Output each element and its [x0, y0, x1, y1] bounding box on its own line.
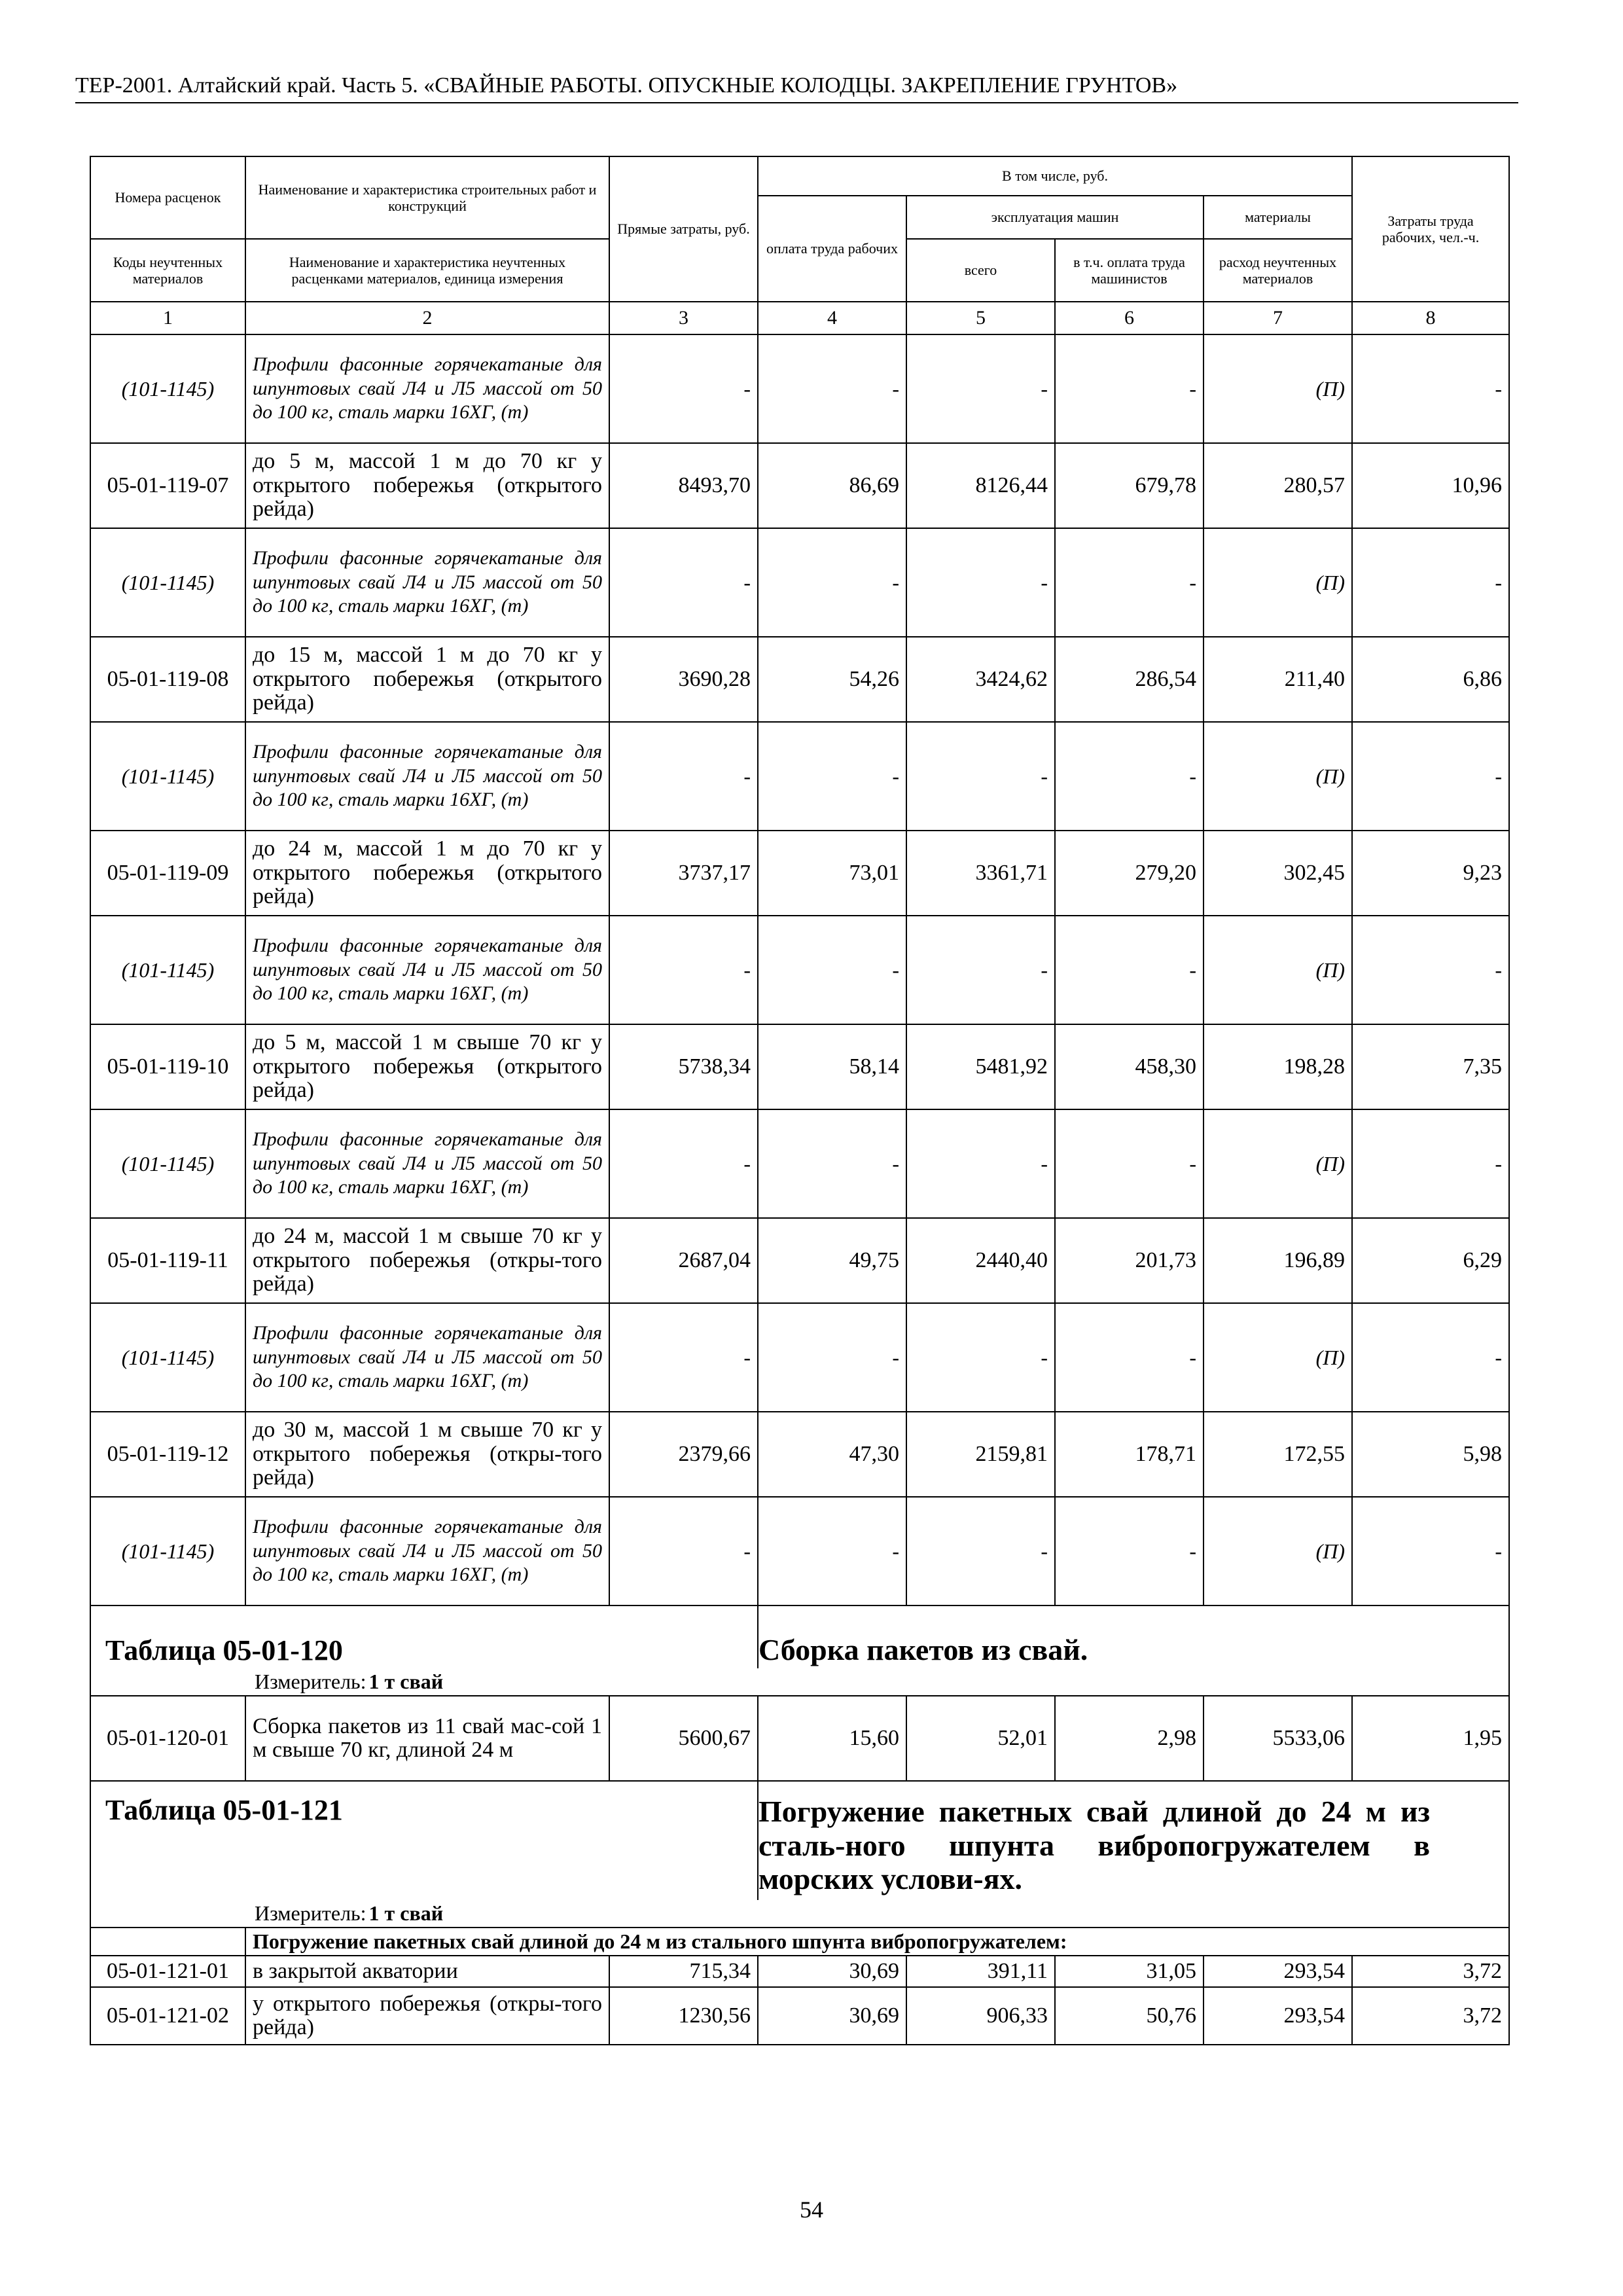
labor-hours: -	[1352, 722, 1509, 831]
operator-cost: -	[1055, 1497, 1204, 1605]
material-name: Профили фасонные горячекатаные для шпунтовых свай Л4 и Л5 массой от 50 до 100 кг, сталь марки 16ХГ, (т)	[245, 1109, 609, 1218]
table-heading-row	[90, 1781, 1509, 1900]
materials-cost: 172,55	[1204, 1412, 1352, 1497]
rate-name: до 24 м, массой 1 м свыше 70 кг у открытого побережья (откры-того рейда)	[245, 1218, 609, 1303]
operator-cost: 31,05	[1055, 1956, 1204, 1987]
materials-cost: 196,89	[1204, 1218, 1352, 1303]
material-code: (101-1145)	[90, 1303, 245, 1412]
labor-cost: 49,75	[758, 1218, 906, 1303]
machine-cost: 8126,44	[906, 443, 1055, 528]
rate-name: до 5 м, массой 1 м свыше 70 кг у открытого побережья (открытого рейда)	[245, 1024, 609, 1109]
measure-value: 1 т свай	[368, 1901, 444, 1925]
machine-cost: -	[906, 1109, 1055, 1218]
rate-name: Сборка пакетов из 11 свай мас-сой 1 м свыше 70 кг, длиной 24 м	[245, 1696, 609, 1781]
labor-cost: -	[758, 916, 906, 1024]
operator-cost: -	[1055, 1109, 1204, 1218]
rate-code: 05-01-119-10	[90, 1024, 245, 1109]
direct-cost: -	[609, 1109, 758, 1218]
labor-hours: 3,72	[1352, 1987, 1509, 2045]
rate-row	[90, 831, 1509, 916]
labor-cost: -	[758, 722, 906, 831]
direct-cost: 3737,17	[609, 831, 758, 916]
table-120-title: Сборка пакетов из свай.	[758, 1633, 1088, 1667]
col-number: 5	[906, 302, 1055, 334]
labor-hours: -	[1352, 1109, 1509, 1218]
rate-name: до 30 м, массой 1 м свыше 70 кг у открытого побережья (откры-того рейда)	[245, 1412, 609, 1497]
rate-name: у открытого побережья (откры-того рейда)	[245, 1987, 609, 2045]
machine-cost: 52,01	[906, 1696, 1055, 1781]
rate-name: до 15 м, массой 1 м до 70 кг у открытого побережья (открытого рейда)	[245, 637, 609, 722]
rate-code: 05-01-119-07	[90, 443, 245, 528]
direct-cost: -	[609, 1303, 758, 1412]
page-number: 54	[800, 2197, 823, 2223]
labor-hours: 9,23	[1352, 831, 1509, 916]
machine-cost: 5481,92	[906, 1024, 1055, 1109]
labor-hours: 5,98	[1352, 1412, 1509, 1497]
material-unit: (П)	[1204, 528, 1352, 637]
rate-row	[90, 1987, 1509, 2045]
labor-cost: -	[758, 1497, 906, 1605]
rate-row	[90, 1412, 1509, 1497]
rate-code: 05-01-119-09	[90, 831, 245, 916]
measure-value: 1 т свай	[368, 1670, 444, 1693]
header-group: В том числе, руб.	[758, 156, 1352, 196]
operator-cost: 458,30	[1055, 1024, 1204, 1109]
direct-cost: 2379,66	[609, 1412, 758, 1497]
section-title: Погружение пакетных свай длиной до 24 м из стального шпунта вибропогружателем:	[245, 1928, 1509, 1956]
direct-cost: -	[609, 722, 758, 831]
labor-cost: -	[758, 528, 906, 637]
col-number: 2	[245, 302, 609, 334]
machine-cost: 3424,62	[906, 637, 1055, 722]
labor-hours: -	[1352, 528, 1509, 637]
machine-cost: -	[906, 334, 1055, 443]
header-materials: материалы	[1204, 196, 1352, 239]
labor-hours: 3,72	[1352, 1956, 1509, 1987]
rate-code: 05-01-119-12	[90, 1412, 245, 1497]
rate-name: до 5 м, массой 1 м до 70 кг у открытого побережья (открытого рейда)	[245, 443, 609, 528]
direct-cost: -	[609, 528, 758, 637]
material-code: (101-1145)	[90, 1497, 245, 1605]
rate-code: 05-01-119-11	[90, 1218, 245, 1303]
labor-hours: 1,95	[1352, 1696, 1509, 1781]
header-col3: Прямые затраты, руб.	[609, 156, 758, 302]
rate-row	[90, 443, 1509, 528]
material-row	[90, 916, 1509, 1024]
machine-cost: 906,33	[906, 1987, 1055, 2045]
col-number: 1	[90, 302, 245, 334]
material-row	[90, 334, 1509, 443]
rate-code: 05-01-121-01	[90, 1956, 245, 1987]
direct-cost: 715,34	[609, 1956, 758, 1987]
operator-cost: 50,76	[1055, 1987, 1204, 2045]
materials-cost: 211,40	[1204, 637, 1352, 722]
operator-cost: 679,78	[1055, 443, 1204, 528]
labor-hours: -	[1352, 1303, 1509, 1412]
machine-cost: -	[906, 1497, 1055, 1605]
labor-cost: 54,26	[758, 637, 906, 722]
col-number: 8	[1352, 302, 1509, 334]
labor-cost: 30,69	[758, 1987, 906, 2045]
section-row	[90, 1928, 1509, 1956]
material-row	[90, 528, 1509, 637]
material-name: Профили фасонные горячекатаные для шпунтовых свай Л4 и Л5 массой от 50 до 100 кг, сталь марки 16ХГ, (т)	[245, 1303, 609, 1412]
labor-hours: 6,86	[1352, 637, 1509, 722]
material-code: (101-1145)	[90, 528, 245, 637]
col-number: 7	[1204, 302, 1352, 334]
operator-cost: 178,71	[1055, 1412, 1204, 1497]
labor-cost: 15,60	[758, 1696, 906, 1781]
labor-hours: 6,29	[1352, 1218, 1509, 1303]
machine-cost: -	[906, 528, 1055, 637]
material-unit: (П)	[1204, 334, 1352, 443]
direct-cost: 5738,34	[609, 1024, 758, 1109]
measure-row	[90, 1900, 1509, 1928]
material-name: Профили фасонные горячекатаные для шпунтовых свай Л4 и Л5 массой от 50 до 100 кг, сталь марки 16ХГ, (т)	[245, 1497, 609, 1605]
direct-cost: 2687,04	[609, 1218, 758, 1303]
rates-table	[90, 156, 1510, 2045]
operator-cost: 201,73	[1055, 1218, 1204, 1303]
running-header: ТЕР-2001. Алтайский край. Часть 5. «СВАЙНЫЕ РАБОТЫ. ОПУСКНЫЕ КОЛОДЦЫ. ЗАКРЕПЛЕНИЕ ГРУНТОВ»	[75, 73, 1518, 103]
header-col2-bottom: Наименование и характеристика неучтенных расценками материалов, единица измерения	[245, 239, 609, 302]
direct-cost: -	[609, 1497, 758, 1605]
labor-cost: 47,30	[758, 1412, 906, 1497]
rate-name: в закрытой акватории	[245, 1956, 609, 1987]
header-col5: всего	[906, 239, 1055, 302]
rate-row	[90, 1696, 1509, 1781]
rate-row	[90, 1024, 1509, 1109]
labor-cost: 86,69	[758, 443, 906, 528]
table-121-title: Погружение пакетных свай длиной до 24 м из сталь-ного шпунта вибропогружателем в морских услови-ях.	[758, 1795, 1431, 1896]
rate-code: 05-01-121-02	[90, 1987, 245, 2045]
material-row	[90, 1497, 1509, 1605]
operator-cost: 286,54	[1055, 637, 1204, 722]
operator-cost: -	[1055, 334, 1204, 443]
header-col1-bottom: Коды неучтенных материалов	[90, 239, 245, 302]
header-col2-top: Наименование и характеристика строительных работ и конструкций	[245, 156, 609, 239]
operator-cost: -	[1055, 1303, 1204, 1412]
labor-hours: -	[1352, 1497, 1509, 1605]
table-heading-row	[90, 1605, 1509, 1668]
header-col8: Затраты труда рабочих, чел.-ч.	[1352, 156, 1509, 302]
operator-cost: -	[1055, 528, 1204, 637]
material-unit: (П)	[1204, 1109, 1352, 1218]
material-name: Профили фасонные горячекатаные для шпунтовых свай Л4 и Л5 массой от 50 до 100 кг, сталь марки 16ХГ, (т)	[245, 334, 609, 443]
machine-cost: 3361,71	[906, 831, 1055, 916]
material-row	[90, 1109, 1509, 1218]
material-unit: (П)	[1204, 722, 1352, 831]
labor-cost: -	[758, 1303, 906, 1412]
direct-cost: 1230,56	[609, 1987, 758, 2045]
labor-hours: -	[1352, 334, 1509, 443]
header-col7: расход неучтенных материалов	[1204, 239, 1352, 302]
materials-cost: 293,54	[1204, 1987, 1352, 2045]
machine-cost: 2440,40	[906, 1218, 1055, 1303]
labor-cost: 30,69	[758, 1956, 906, 1987]
rate-row	[90, 1956, 1509, 1987]
materials-cost: 5533,06	[1204, 1696, 1352, 1781]
material-row	[90, 1303, 1509, 1412]
labor-hours: 7,35	[1352, 1024, 1509, 1109]
col-number: 6	[1055, 302, 1204, 334]
material-name: Профили фасонные горячекатаные для шпунтовых свай Л4 и Л5 массой от 50 до 100 кг, сталь марки 16ХГ, (т)	[245, 722, 609, 831]
material-code: (101-1145)	[90, 916, 245, 1024]
header-machines: эксплуатация машин	[906, 196, 1204, 239]
materials-cost: 280,57	[1204, 443, 1352, 528]
table-121-label: Таблица 05-01-121	[105, 1794, 343, 1826]
material-code: (101-1145)	[90, 1109, 245, 1218]
header-col4: оплата труда рабочих	[758, 196, 906, 302]
operator-cost: -	[1055, 916, 1204, 1024]
labor-cost: -	[758, 334, 906, 443]
machine-cost: -	[906, 722, 1055, 831]
material-unit: (П)	[1204, 916, 1352, 1024]
labor-cost: 58,14	[758, 1024, 906, 1109]
rate-row	[90, 1218, 1509, 1303]
direct-cost: 3690,28	[609, 637, 758, 722]
machine-cost: 2159,81	[906, 1412, 1055, 1497]
material-name: Профили фасонные горячекатаные для шпунтовых свай Л4 и Л5 массой от 50 до 100 кг, сталь марки 16ХГ, (т)	[245, 528, 609, 637]
material-code: (101-1145)	[90, 334, 245, 443]
materials-cost: 293,54	[1204, 1956, 1352, 1987]
labor-hours: -	[1352, 916, 1509, 1024]
operator-cost: 279,20	[1055, 831, 1204, 916]
operator-cost: -	[1055, 722, 1204, 831]
labor-cost: 73,01	[758, 831, 906, 916]
machine-cost: -	[906, 916, 1055, 1024]
table-120-label: Таблица 05-01-120	[105, 1634, 343, 1666]
rate-code: 05-01-120-01	[90, 1696, 245, 1781]
rates-table-body	[90, 156, 1509, 2045]
col-number: 4	[758, 302, 906, 334]
labor-hours: 10,96	[1352, 443, 1509, 528]
material-row	[90, 722, 1509, 831]
rate-code: 05-01-119-08	[90, 637, 245, 722]
labor-cost: -	[758, 1109, 906, 1218]
measure-row	[90, 1668, 1509, 1696]
direct-cost: 8493,70	[609, 443, 758, 528]
direct-cost: 5600,67	[609, 1696, 758, 1781]
rate-name: до 24 м, массой 1 м до 70 кг у открытого побережья (открытого рейда)	[245, 831, 609, 916]
header-col1-top: Номера расценок	[90, 156, 245, 239]
material-unit: (П)	[1204, 1497, 1352, 1605]
measure-label: Измеритель:	[255, 1901, 366, 1925]
material-code: (101-1145)	[90, 722, 245, 831]
machine-cost: 391,11	[906, 1956, 1055, 1987]
direct-cost: -	[609, 334, 758, 443]
material-unit: (П)	[1204, 1303, 1352, 1412]
operator-cost: 2,98	[1055, 1696, 1204, 1781]
rate-row	[90, 637, 1509, 722]
direct-cost: -	[609, 916, 758, 1024]
col-number: 3	[609, 302, 758, 334]
measure-label: Измеритель:	[255, 1670, 366, 1693]
material-name: Профили фасонные горячекатаные для шпунтовых свай Л4 и Л5 массой от 50 до 100 кг, сталь марки 16ХГ, (т)	[245, 916, 609, 1024]
header-col6: в т.ч. оплата труда машинистов	[1055, 239, 1204, 302]
materials-cost: 302,45	[1204, 831, 1352, 916]
machine-cost: -	[906, 1303, 1055, 1412]
materials-cost: 198,28	[1204, 1024, 1352, 1109]
